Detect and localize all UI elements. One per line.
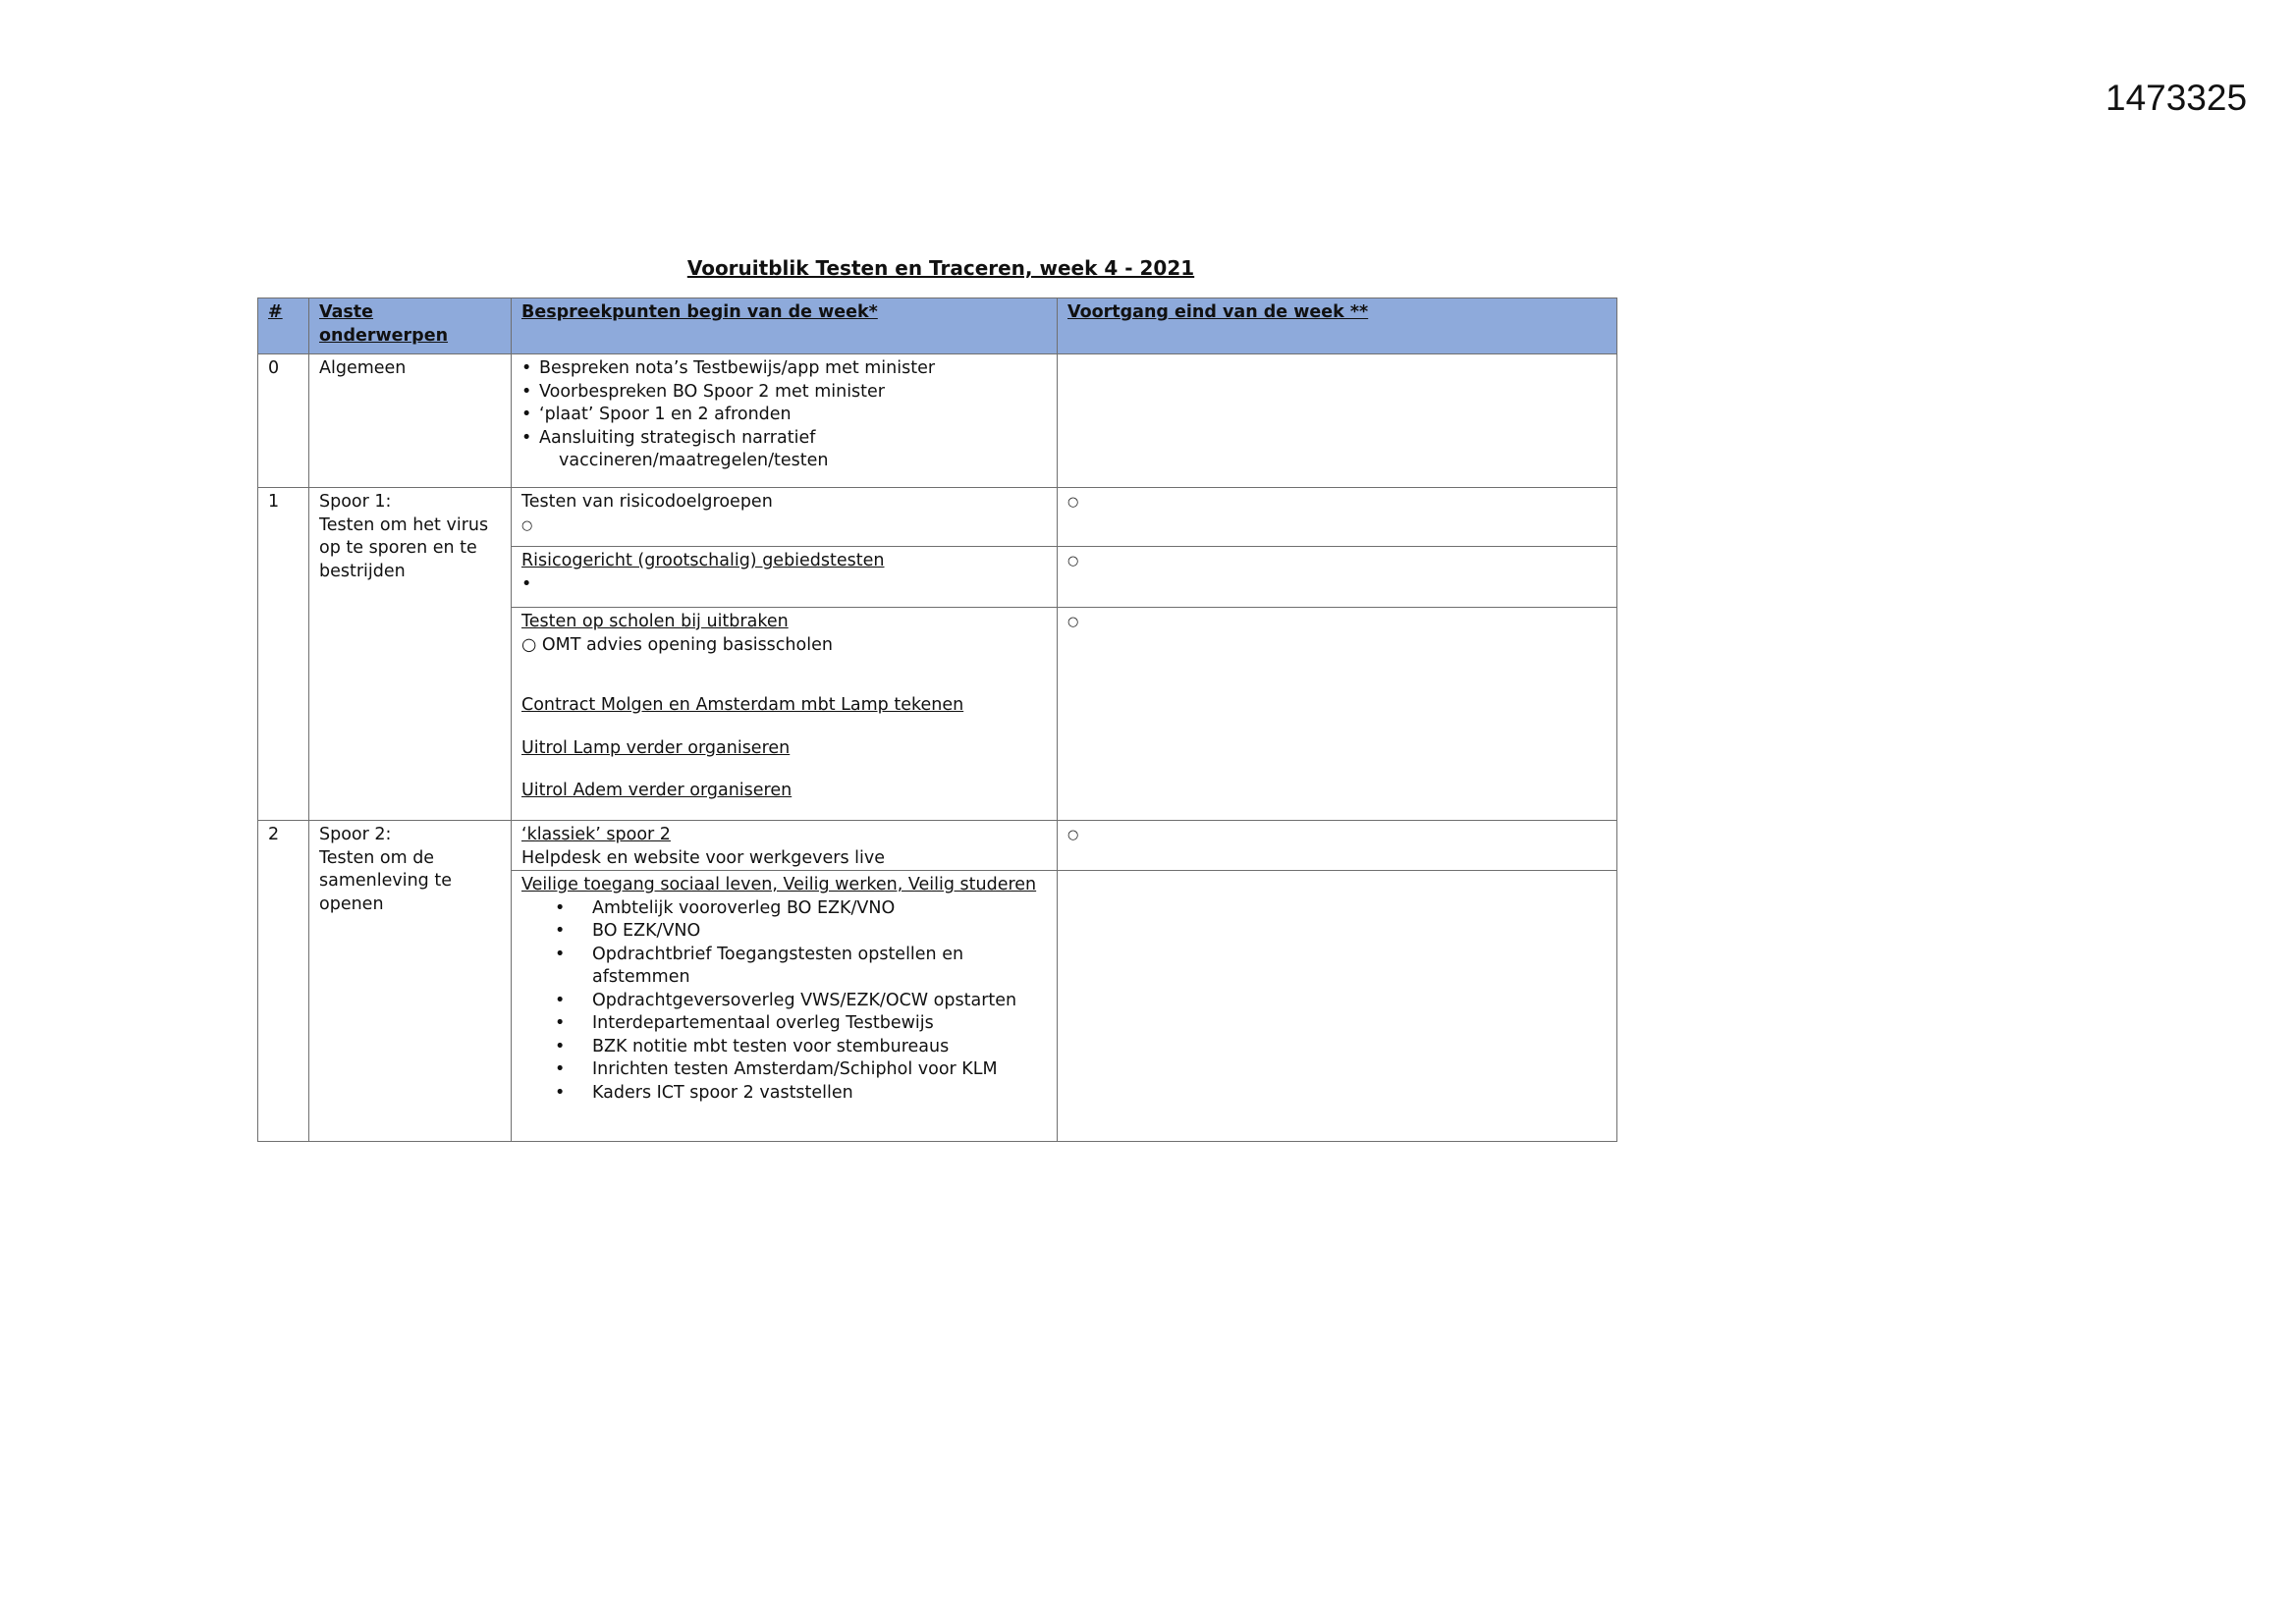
table-row bbox=[258, 488, 1617, 547]
subrow-points bbox=[512, 488, 1058, 547]
list-item: • Voorbespreken BO Spoor 2 met minister bbox=[521, 381, 1047, 405]
bullet-icon: • bbox=[555, 1082, 566, 1103]
subrow-points bbox=[512, 608, 1058, 821]
bullet-icon: • bbox=[521, 427, 532, 448]
header-discussion-points: Bespreekpunten begin van de week* bbox=[512, 298, 1058, 354]
list-item: • Opdrachtgeversoverleg VWS/EZK/OCW opstarten bbox=[521, 990, 1047, 1013]
bullet-icon: • bbox=[555, 921, 566, 941]
list-item: • Interdepartementaal overleg Testbewijs bbox=[521, 1012, 1047, 1036]
circle-icon: ○ bbox=[1067, 554, 1079, 568]
bullet-icon: • bbox=[555, 990, 566, 1010]
subrow-heading: Testen van risicodoelgroepen bbox=[521, 492, 773, 512]
list-item: • Aansluiting strategisch narratief bbox=[521, 427, 1047, 451]
subrow-heading: Veilige toegang sociaal leven, Veilig werken, Veilig studeren bbox=[521, 875, 1037, 894]
bullet-icon: • bbox=[555, 1013, 566, 1033]
bullet-icon: • bbox=[521, 381, 532, 402]
bullet-list bbox=[521, 897, 1047, 1106]
circle-icon: ○ bbox=[1067, 615, 1079, 629]
bullet-icon: • bbox=[555, 944, 566, 964]
bullet-icon: • bbox=[555, 1036, 566, 1056]
row-number: 0 bbox=[258, 354, 309, 488]
agenda-table bbox=[257, 298, 1617, 1142]
list-item: • Kaders ICT spoor 2 vaststellen bbox=[521, 1082, 1047, 1106]
subrow-progress bbox=[1058, 821, 1617, 871]
bullet-icon: • bbox=[521, 405, 532, 424]
subrow-progress bbox=[1058, 488, 1617, 547]
subject-description: Testen om het virus op te sporen en te bestrijden bbox=[319, 514, 489, 581]
action-line: Contract Molgen en Amsterdam mbt Lamp tekenen bbox=[521, 695, 964, 715]
action-line: Uitrol Lamp verder organiseren bbox=[521, 737, 791, 758]
row-number: 2 bbox=[258, 821, 309, 1142]
bullet-icon: • bbox=[521, 358, 532, 378]
subrow-points bbox=[512, 871, 1058, 1142]
table-header-row bbox=[258, 298, 1617, 354]
row-number: 1 bbox=[258, 488, 309, 821]
subject-heading: Spoor 1: bbox=[319, 492, 392, 512]
subrow-line: Helpdesk en website voor werkgevers live bbox=[521, 847, 886, 868]
bullet-list bbox=[521, 357, 1047, 450]
circle-icon: ○ bbox=[1067, 495, 1079, 510]
header-progress: Voortgang eind van de week ** bbox=[1058, 298, 1617, 354]
sub-item: ○ OMT advies opening basisscholen bbox=[521, 634, 833, 655]
bullet-icon: • bbox=[555, 897, 566, 918]
row-discussion-points bbox=[512, 354, 1058, 488]
list-item: • BO EZK/VNO bbox=[521, 920, 1047, 944]
bullet-continuation: vaccineren/maatregelen/testen bbox=[559, 451, 829, 470]
bullet-icon: • bbox=[555, 1059, 566, 1079]
header-subjects: Vaste onderwerpen bbox=[309, 298, 512, 354]
header-number: # bbox=[258, 298, 309, 354]
document-number: 1473325 bbox=[2105, 78, 2248, 118]
subrow-progress bbox=[1058, 608, 1617, 821]
list-item: • Opdrachtbrief Toegangstesten opstellen en afstemmen bbox=[555, 944, 964, 987]
row-subject bbox=[309, 821, 512, 1142]
bullet-icon: • bbox=[521, 573, 532, 594]
list-item: • Inrichten testen Amsterdam/Schiphol voor KLM bbox=[521, 1058, 1047, 1082]
row-progress bbox=[1058, 354, 1617, 488]
circle-icon: ○ bbox=[521, 517, 533, 533]
subject-heading: Spoor 2: bbox=[319, 825, 392, 844]
subrow-progress bbox=[1058, 547, 1617, 608]
subject-description: Testen om de samenleving te openen bbox=[319, 847, 452, 914]
subrow-heading: ‘klassiek’ spoor 2 bbox=[521, 825, 671, 844]
list-item: • ‘plaat’ Spoor 1 en 2 afronden bbox=[521, 404, 1047, 427]
subrow-progress bbox=[1058, 871, 1617, 1142]
document-title: Vooruitblik Testen en Traceren, week 4 - 2021 bbox=[686, 256, 1195, 280]
subrow-heading: Risicogericht (grootschalig) gebiedstesten bbox=[521, 551, 885, 570]
circle-icon: ○ bbox=[1067, 828, 1079, 842]
list-item: • Bespreken nota’s Testbewijs/app met minister bbox=[521, 357, 1047, 381]
subrow-points bbox=[512, 821, 1058, 871]
action-line: Uitrol Adem verder organiseren bbox=[521, 781, 793, 800]
subrow-points bbox=[512, 547, 1058, 608]
table-row bbox=[258, 354, 1617, 488]
row-subject: Algemeen bbox=[309, 354, 512, 488]
row-subject bbox=[309, 488, 512, 821]
subrow-heading: Testen op scholen bij uitbraken bbox=[521, 612, 789, 631]
table-row bbox=[258, 821, 1617, 871]
list-item: • BZK notitie mbt testen voor stembureaus bbox=[521, 1036, 1047, 1059]
list-item: • Ambtelijk vooroverleg BO EZK/VNO bbox=[521, 897, 1047, 921]
